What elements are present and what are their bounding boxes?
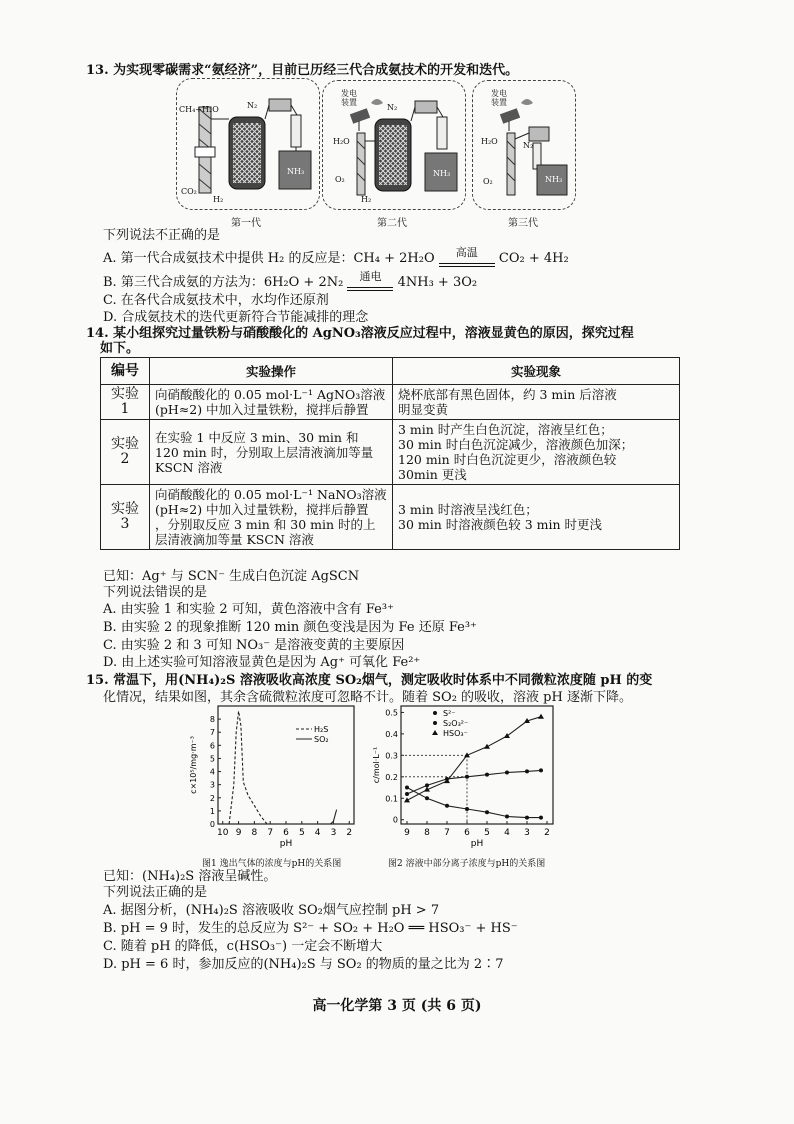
data-point	[445, 804, 449, 808]
data-point	[485, 810, 489, 814]
gen2-h2o-label: H₂O	[333, 137, 350, 146]
row-observation	[393, 385, 680, 420]
x-tick-label: 7	[267, 828, 274, 838]
cell-line: 3 min 时产生白色沉淀，溶液呈红色；	[398, 422, 613, 437]
header-operation: 实验操作	[150, 358, 393, 385]
legend-marker	[433, 711, 437, 715]
legend-label: H₂S	[314, 725, 329, 734]
x-tick-label: 10	[217, 828, 229, 838]
q15-option-a[interactable]: A. 据图分析，(NH₄)₂S 溶液吸收 SO₂烟气应控制 pH > 7	[103, 903, 440, 918]
row-observation	[393, 485, 680, 550]
x-tick-label: 4	[504, 828, 510, 838]
q13-option-c[interactable]: C. 在各代合成氨技术中，水均作还原剂	[103, 293, 329, 308]
cell-line: 120 min 时白色沉淀更少，溶液颜色较	[398, 452, 617, 467]
y-tick-label: 6	[209, 741, 215, 751]
x-tick-label: 2	[544, 828, 550, 838]
table-row	[101, 385, 680, 420]
gen1-mid-label: 高温	[199, 148, 213, 156]
cell-line: (pH≈2) 中加入过量铁粉，搅拌后静置	[155, 502, 369, 517]
data-point	[505, 771, 509, 775]
q13-stem: 13. 为实现零碳需求“氨经济”，目前已历经三代合成氨技术的开发和迭代。	[86, 63, 519, 78]
y-tick-label: 0.4	[385, 729, 398, 739]
y-tick-label: 2	[209, 793, 215, 803]
figure1-caption: 图1 逸出气体的浓度与pH的关系图	[202, 859, 342, 869]
x-axis-label: pH	[470, 839, 484, 849]
table-row	[101, 485, 680, 550]
q14-option-d[interactable]: D. 由上述实验可知溶液显黄色是因为 Ag⁺ 可氧化 Fe²⁺	[103, 655, 421, 670]
gen2-nh3-label: NH₃	[433, 169, 451, 178]
q14-stem-line1: 14. 某小组探究过量铁粉与硝酸酸化的 AgNO₃溶液反应过程中，溶液显黄色的原因，探究过程	[86, 326, 634, 341]
x-tick-label: 5	[484, 828, 490, 838]
figure2-chart	[365, 702, 565, 852]
row-operation	[150, 385, 393, 420]
cell-line: 烧杯底部有黑色固体，约 3 min 后溶液	[398, 387, 617, 402]
data-point	[539, 816, 543, 820]
y-tick-label: 5	[209, 754, 215, 764]
x-tick-label: 7	[444, 828, 450, 838]
cell-line: 明显变黄	[398, 402, 449, 417]
gen3-h2o-label: H₂O	[481, 137, 498, 146]
row-operation	[150, 485, 393, 550]
x-tick-label: 5	[298, 828, 305, 838]
legend-marker	[433, 721, 437, 725]
cell-line: ，分别取反应 3 min 和 30 min 时的上	[155, 517, 376, 532]
legend-label: SO₂	[314, 735, 329, 744]
x-tick-label: 3	[330, 828, 337, 838]
q14-option-b[interactable]: B. 由实验 2 的现象推断 120 min 颜色变浅是因为 Fe 还原 Fe³⁺	[103, 620, 477, 635]
gen3-label: 第三代	[508, 218, 538, 229]
series-line	[407, 788, 541, 818]
data-point	[505, 814, 509, 818]
q14-known: 已知：Ag⁺ 与 SCN⁻ 生成白色沉淀 AgSCN	[103, 569, 360, 584]
gen2-diagram	[322, 80, 466, 210]
y-tick-label: 7	[209, 728, 215, 738]
row-id: 实验 3	[101, 485, 150, 550]
gen2-n2-label: N₂	[387, 103, 398, 112]
cell-line: 30 min 时溶液颜色较 3 min 时更浅	[398, 517, 603, 532]
data-point	[465, 807, 469, 811]
q13-option-a-arrow	[439, 246, 495, 267]
y-tick-label: 4	[209, 767, 215, 777]
figure2-caption: 图2 溶液中部分离子浓度与pH的关系图	[388, 859, 546, 869]
q14-prompt: 下列说法错误的是	[103, 585, 208, 600]
cell-line: 向硝酸酸化的 0.05 mol·L⁻¹ AgNO₃溶液	[155, 387, 386, 402]
cell-line: (pH≈2) 中加入过量铁粉，搅拌后静置	[155, 402, 369, 417]
header-id: 编号	[101, 358, 150, 385]
q13-option-a-post: CO₂ + 4H₂	[498, 251, 569, 266]
data-point	[405, 792, 409, 796]
data-point	[465, 775, 469, 779]
data-point	[485, 773, 489, 777]
x-tick-label: 8	[424, 828, 430, 838]
x-tick-label: 9	[235, 828, 242, 838]
figure1-chart	[188, 702, 366, 852]
q15-stem-line1: 15. 常温下，用(NH₄)₂S 溶液吸收高浓度 SO₂烟气，测定吸收时体系中不同微粒浓度随 pH 的变	[86, 673, 653, 688]
gen3-n2-label: N₂	[523, 141, 534, 150]
x-axis-label: pH	[279, 839, 293, 849]
data-point	[525, 816, 529, 820]
y-tick-label: 0.1	[385, 794, 398, 804]
page-footer: 高一化学第 3 页 (共 6 页)	[312, 998, 482, 1014]
q13-option-d[interactable]: D. 合成氨技术的迭代更新符合节能减排的理念	[103, 310, 369, 325]
q13-prompt: 下列说法不正确的是	[103, 228, 221, 243]
plot-frame	[218, 706, 354, 824]
gen1-apparatus-icon	[177, 79, 319, 209]
q15-option-b[interactable]: B. pH = 9 时，发生的总反应为 S²⁻ + SO₂ + H₂O ══ HSO₃⁻ + HS⁻	[103, 921, 518, 936]
gen3-power-label: 发电装置	[491, 89, 507, 107]
row-id: 实验 1	[101, 385, 150, 420]
cell-line: 3 min 时溶液呈浅红色；	[398, 502, 538, 517]
cell-line: KSCN 溶液	[155, 459, 223, 475]
x-tick-label: 8	[251, 828, 258, 838]
q13-option-a-pre: A. 第一代合成氨技术中提供 H₂ 的反应是：CH₄ + 2H₂O	[103, 251, 435, 266]
gen1-label: 第一代	[231, 218, 261, 229]
q13-option-b-condition: 通电	[359, 270, 382, 283]
y-tick-label: 0.2	[385, 772, 398, 782]
q14-option-c[interactable]: C. 由实验 2 和 3 可知 NO₃⁻ 是溶液变黄的主要原因	[103, 638, 405, 653]
gen3-nh3-label: NH₃	[545, 175, 563, 184]
row-id: 实验 2	[101, 420, 150, 485]
y-tick-label: 3	[209, 780, 215, 790]
y-tick-label: 0.3	[385, 751, 398, 761]
y-tick-label: 1	[209, 806, 215, 816]
q14-stem-line2: 如下。	[100, 341, 140, 356]
cell-line: 在实验 1 中反应 3 min、30 min 和	[155, 429, 359, 445]
data-point	[425, 796, 429, 800]
row-operation	[150, 420, 393, 485]
y-axis-label: c×10⁵/mg·m⁻³	[189, 736, 198, 794]
q15-option-c[interactable]: C. 随着 pH 的降低，c(HSO₃⁻) 一定会不断增大	[103, 939, 383, 954]
q13-option-a-condition: 高温	[455, 246, 478, 259]
q15-stem-line2: 化情况，结果如图，其余含硫微粒浓度可忽略不计。随着 SO₂ 的吸收，溶液 pH 逐渐下降。	[103, 690, 632, 705]
cell-line: 120 min 时，分别取上层清液滴加等量	[155, 444, 374, 460]
gen1-input-label: CH₄+H₂O	[179, 105, 219, 114]
q13-option-b-pre: B. 第三代合成氨的方法为：6H₂O + 2N₂	[103, 275, 344, 290]
x-tick-label: 2	[346, 828, 353, 838]
gen1-diagram	[176, 78, 320, 210]
data-point	[405, 786, 409, 790]
row-observation	[393, 420, 680, 485]
cell-line: 30min 更浅	[398, 467, 467, 482]
gen2-o2-label: O₂	[335, 175, 345, 184]
q14-option-a[interactable]: A. 由实验 1 和实验 2 可知，黄色溶液中含有 Fe³⁺	[103, 602, 394, 617]
cell-line: 30 min 时白色沉淀减少，溶液颜色加深；	[398, 437, 634, 452]
gen3-diagram	[472, 80, 576, 210]
q13-option-b-arrow	[347, 270, 393, 291]
y-tick-label: 8	[209, 715, 215, 725]
gen1-co2-label: CO₂	[181, 187, 197, 196]
legend-label: S₂O₃²⁻	[443, 719, 469, 728]
gen2-power-label: 发电装置	[341, 89, 357, 107]
data-point	[538, 714, 544, 719]
y-tick-label: 0.5	[385, 708, 398, 718]
gen2-h2-label: H₂	[361, 195, 372, 204]
header-observation: 实验现象	[393, 358, 680, 385]
series-line	[223, 810, 337, 824]
x-tick-label: 6	[464, 828, 470, 838]
legend-label: S²⁻	[443, 709, 456, 718]
y-tick-label: 0	[209, 820, 215, 829]
x-tick-label: 3	[524, 828, 530, 838]
table-row	[101, 420, 680, 485]
q13-option-b[interactable]	[103, 270, 478, 291]
cell-line: 向硝酸酸化的 0.05 mol·L⁻¹ NaNO₃溶液	[155, 487, 387, 502]
q13-option-a[interactable]	[103, 246, 569, 267]
q15-option-d[interactable]: D. pH = 6 时，参加反应的(NH₄)₂S 与 SO₂ 的物质的量之比为 2∶7	[103, 957, 504, 972]
gen2-label: 第二代	[377, 218, 407, 229]
q15-prompt: 下列说法正确的是	[103, 885, 208, 900]
data-point	[539, 768, 543, 772]
cell-line: 层清液滴加等量 KSCN 溶液	[155, 532, 314, 547]
y-axis-label: c/mol·L⁻¹	[372, 746, 381, 784]
q15-known: 已知：(NH₄)₂S 溶液呈碱性。	[103, 869, 277, 884]
y-tick-label: 0	[392, 815, 398, 825]
legend-label: HSO₃⁻	[443, 729, 468, 738]
data-point	[525, 769, 529, 773]
gen3-o2-label: O₂	[483, 177, 493, 186]
table-header-row	[101, 358, 680, 385]
x-tick-label: 6	[283, 828, 289, 838]
experiment-table	[100, 357, 680, 550]
gen1-h2-label: H₂	[213, 195, 224, 204]
gen1-nh3-label: NH₃	[287, 167, 305, 176]
legend-marker	[432, 730, 438, 735]
gen1-n2-label: N₂	[247, 101, 258, 110]
plot-frame	[401, 706, 553, 824]
x-tick-label: 9	[404, 828, 410, 838]
q13-option-b-post: 4NH₃ + 3O₂	[397, 275, 478, 290]
x-tick-label: 4	[314, 828, 321, 838]
